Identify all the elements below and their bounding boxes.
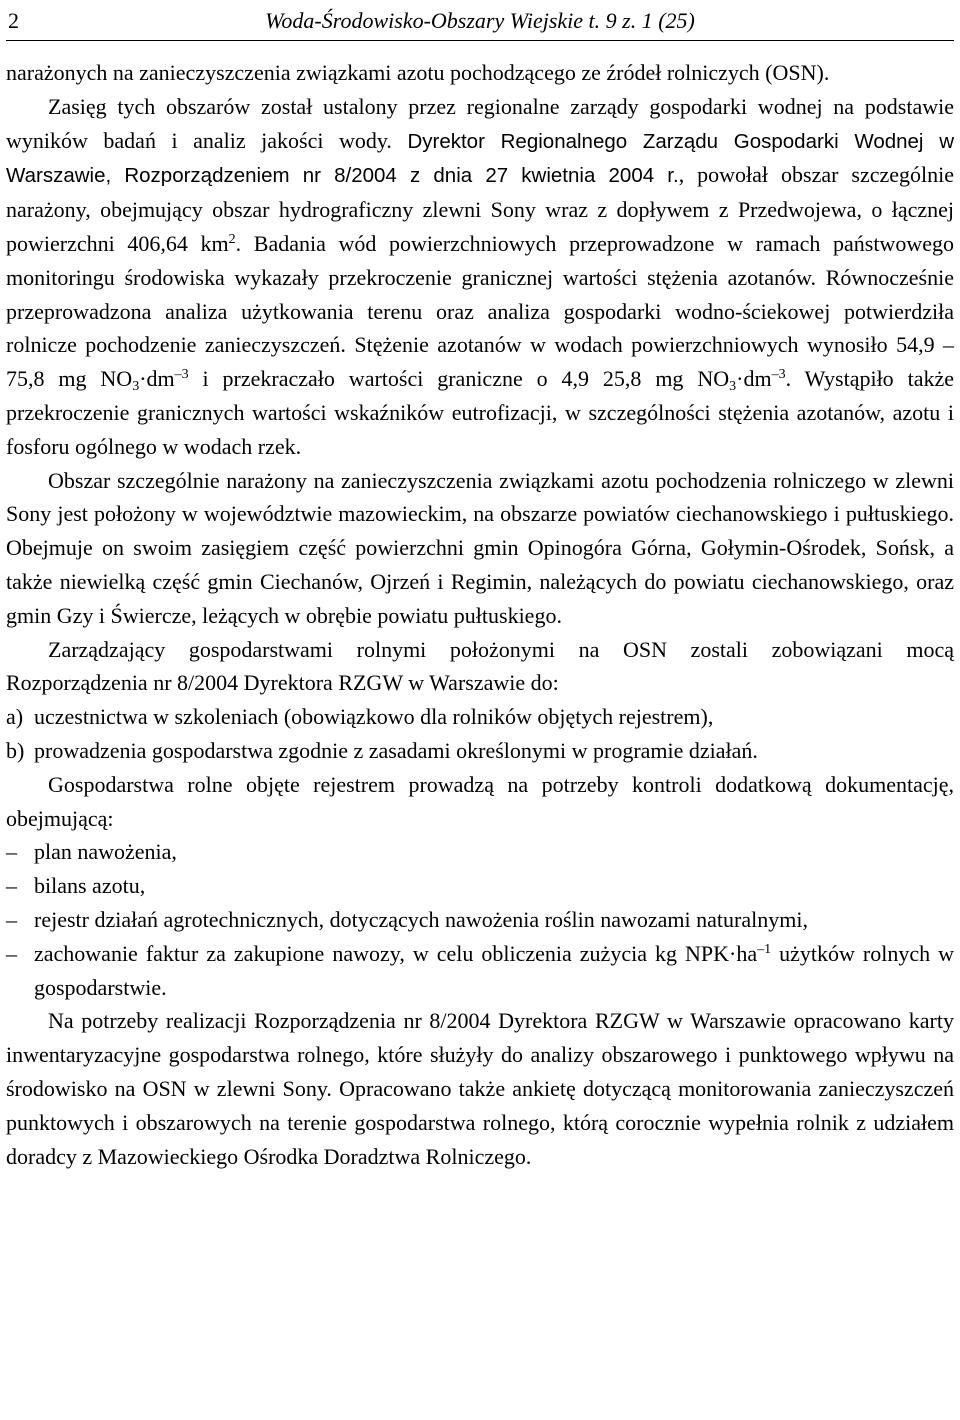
paragraph-2-text-8: . Wystąpiło także przekroczenie granicznych wartości wskaźników eutrofizacji, w szczególności stężenia azotanów, azotu i fosforu ogólnego w wodach rzek. (6, 366, 954, 459)
dash-marker: – (6, 839, 17, 865)
paragraph-4-text: Zarządzający gospodarstwami rolnymi położonymi na OSN zostali zobowiązani mocą Rozporządzenia nr 8/2004 Dyrektora RZGW w Warszawie do: (6, 636, 954, 696)
paragraph-2 (6, 90, 954, 464)
list-marker: a) (6, 704, 24, 730)
list-item (6, 903, 954, 937)
paragraph-1-text: narażonych na zanieczyszczenia związkami azotu pochodzącego ze źródeł rolniczych (OSN). (6, 60, 830, 85)
list-item (6, 835, 954, 869)
header-rule (6, 40, 954, 41)
list-item-text: zachowanie faktur za zakupione nawozy, w celu obliczenia zużycia kg NPK·ha (34, 940, 758, 966)
documentation-list (6, 835, 954, 1004)
paragraph-3-text: Obszar szczególnie narażony na zanieczyszczenia związkami azotu pochodzenia rolniczego w zlewni Sony jest położony w województwie mazowieckim, na obszarze powiatów ciechanowskiego i pułtuskiego. Obejmuje on swoim zasięgiem część powierzchni gmin Opinogóra Górna, Gołymin-Ośrodek, Sońsk, a także niewielką część gmin Ciechanów, Ojrzeń i Regimin, należących do powiatu ciechanowskiego, oraz gmin Gzy i Świercze, leżących w obrębie powiatu pułtuskiego. (6, 467, 954, 628)
list-marker: b) (6, 737, 25, 763)
paragraph-2-text-4: . Badania wód powierzchniowych przeprowadzone w ramach państwowego monitoringu środowiska wykazały przekroczenie granicznej wartości stężenia azotanów. Równocześnie przeprowadzona analiza użytkowania terenu oraz analiza gospodarki wodno-ściekowej potwierdziła rolnicze pochodzenie zanieczyszczeń. Stężenie azotanów w wodach powierzchniowych wynosiło 54,9 –75,8 mg NO (6, 230, 954, 392)
paragraph-5 (6, 768, 954, 836)
concentration-exponent-2: –3 (771, 367, 786, 383)
concentration-exponent-1: –3 (174, 367, 189, 383)
obligations-list (6, 700, 954, 768)
paragraph-3 (6, 464, 954, 633)
article-body (6, 56, 954, 1173)
list-item-text: bilans azotu, (34, 873, 146, 899)
nitrate-subscript-2: 3 (729, 379, 737, 395)
list-item-text: uczestnictwa w szkoleniach (obowiązkowo dla rolników objętych rejestrem), (34, 704, 714, 730)
list-item (6, 869, 954, 903)
list-item-text: prowadzenia gospodarstwa zgodnie z zasadami określonymi w programie działań. (34, 737, 758, 763)
paragraph-2-text-5: ·dm (139, 366, 175, 392)
running-header (6, 4, 954, 40)
paragraph-2-text-3: , powołał obszar szczególnie narażony, obejmujący obszar hydrograficzny zlewni Sony wraz z dopływem z Przedwojewa, o łącznej powierzchni 406,64 km (6, 162, 955, 256)
dash-marker: – (6, 906, 17, 932)
paragraph-1 (6, 56, 954, 90)
list-item-text-tail: użytków rolnych w gospodarstwie. (34, 940, 954, 1000)
list-item-text: plan nawożenia, (34, 839, 177, 865)
list-item (6, 734, 954, 768)
list-item (6, 700, 954, 734)
paragraph-6 (6, 1004, 954, 1173)
dash-marker: – (6, 940, 17, 966)
journal-title: Woda-Środowisko-Obszary Wiejskie t. 9 z. 1 (25) (265, 8, 695, 33)
area-unit-superscript: 2 (228, 231, 236, 247)
paragraph-4 (6, 633, 954, 701)
paragraph-2-text-7: ·dm (736, 366, 772, 392)
dash-marker: – (6, 873, 17, 899)
nitrate-subscript-1: 3 (132, 379, 140, 395)
paragraph-2-text-1: Zasięg tych obszarów został ustalony przez regionalne zarządy gospodarki wodnej na podstawie wyników badań i analiz jakości wody. (6, 93, 954, 153)
list-item (6, 937, 954, 1005)
page-number: 2 (8, 8, 19, 33)
paragraph-6-text: Na potrzeby realizacji Rozporządzenia nr 8/2004 Dyrektora RZGW w Warszawie opracowano karty inwentaryzacyjne gospodarstwa rolnego, które służyły do analizy obszarowego i punktowego wpływu na środowisko na OSN w zlewni Sony. Opracowano także ankietę dotyczącą monitorowania zanieczyszczeń punktowych i obszarowych na terenie gospodarstwa rolnego, którą corocznie wypełnia rolnik z udziałem doradcy z Mazowieckiego Ośrodka Doradztwa Rolniczego. (6, 1008, 954, 1169)
list-item-text: rejestr działań agrotechnicznych, dotyczących nawożenia roślin nawozami naturalnymi, (34, 906, 808, 932)
hectare-exponent: –1 (757, 941, 772, 957)
paragraph-2-text-6: i przekraczało wartości graniczne o 4,9 25,8 mg NO (188, 366, 730, 392)
paragraph-2-text-2: Dyrektor Regionalnego Zarządu Gospodarki Wodnej w Warszawie, Rozporządzeniem nr 8/2004 z dnia 27 kwietnia 2004 r. (6, 129, 954, 188)
paragraph-5-text: Gospodarstwa rolne objęte rejestrem prowadzą na potrzeby kontroli dodatkową dokumentację, obejmującą: (6, 771, 954, 831)
